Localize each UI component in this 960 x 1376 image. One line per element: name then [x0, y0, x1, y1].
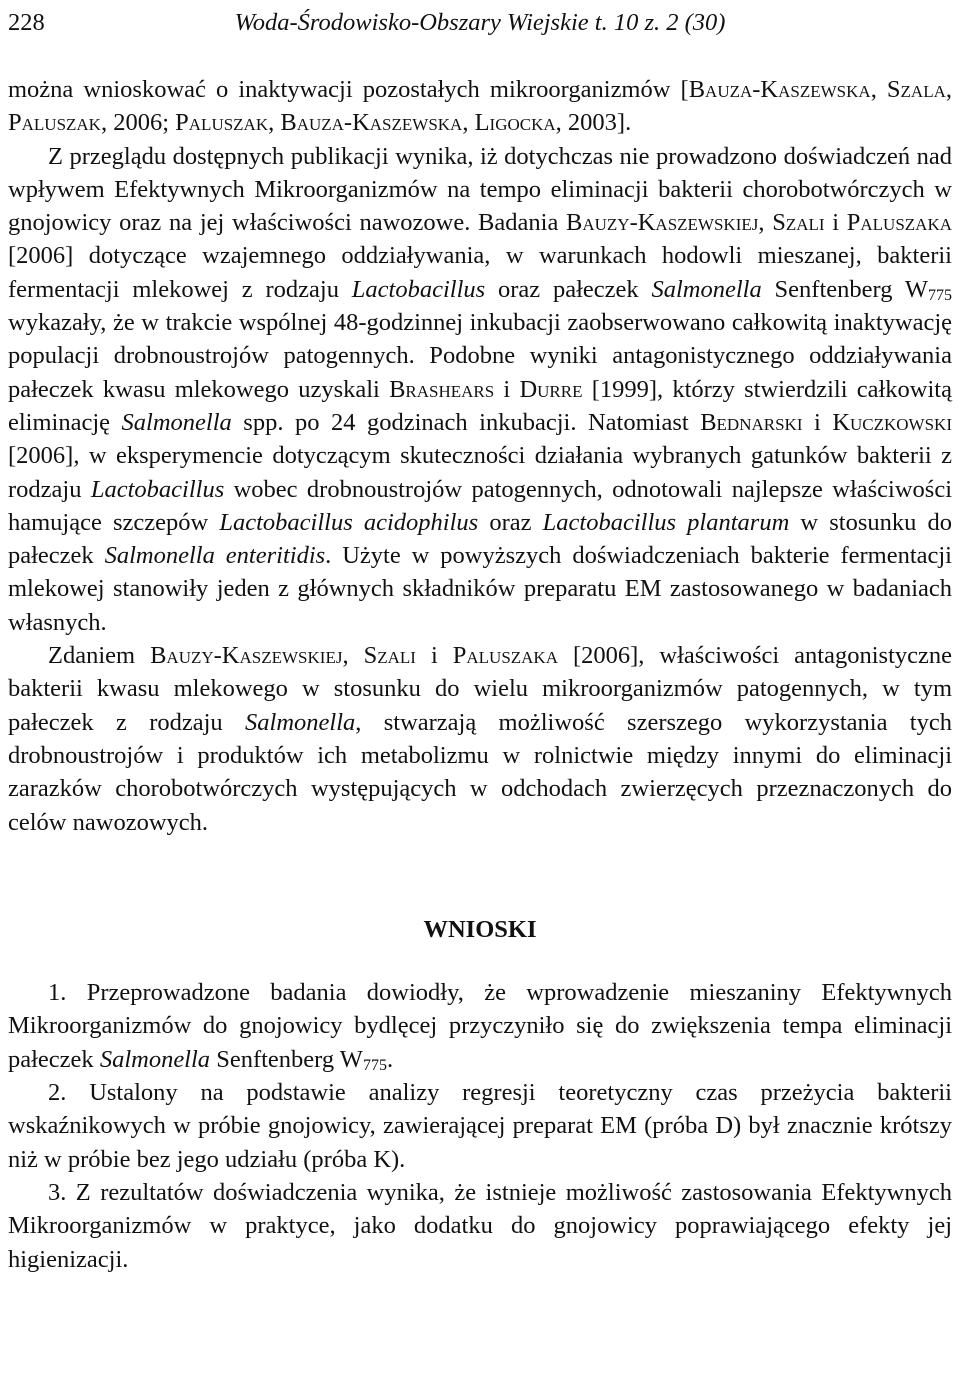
text-run: i [415, 642, 453, 670]
paragraph-2 [8, 140, 952, 639]
text-run: Z przeglądu dostępnych publikacji wynika, iż dotychczas nie prowadzono doświadczeń nad wpływem Efektywnych Mikroorganizmów na tempo eliminacji bakterii chorobotwórczych w gnojowicy oraz na jej właściwości nawozowe. Badania [8, 142, 952, 237]
text-run: [2006], w eksperymencie dotyczącym skuteczności działania wybranych gatunków bakterii z rodzaju [8, 442, 952, 503]
body-text [8, 73, 952, 1276]
text-run: . Użyte w powyższych doświadczeniach bakterie fermentacji mlekowej stanowiły jeden z głównych składników preparatu EM zastosowanego w badaniach własnych. [8, 542, 952, 636]
text-run: , [268, 109, 281, 137]
text-run: [2006] dotyczące wzajemnego oddziaływania, w warunkach hodowli mieszanej, bakterii fermentacji mlekowej z rodzaju [8, 242, 952, 303]
text-run: można wnioskować o inaktywacji pozostałych mikroorganizmów [ [8, 76, 689, 103]
text-run: wykazały, że w trakcie wspólnej 48-godzinnej inkubacji zaobserwowano całkowitą inaktywację populacji drobnoustrojów patogennych. Podobne wyniki antagonistycznego oddziaływania pałeczek kwasu mlekowego uzyskali [8, 309, 952, 403]
taxon-name: Salmonella [99, 1045, 211, 1073]
text-run: , [462, 109, 475, 137]
text-run: , [870, 76, 887, 103]
author-citation: Ligocka [474, 109, 556, 137]
taxon-name: Salmonella [245, 708, 356, 736]
strain-subscript: 775 [928, 286, 952, 304]
taxon-name: Salmonella [121, 408, 232, 436]
author-citation: Bauza-Kaszewska [688, 76, 871, 103]
text-run: . [386, 1045, 394, 1073]
page-header [8, 6, 952, 40]
conclusions-list [8, 976, 952, 1276]
section-heading-conclusions: WNIOSKI [423, 915, 537, 943]
text-run: i [824, 209, 847, 237]
author-citation: Paluszak [175, 109, 269, 137]
conclusion-item-1 [8, 976, 952, 1076]
author-citation: Kuczkowski [832, 408, 952, 436]
text-run: , 2003]. [555, 109, 632, 137]
author-citation: Bauzy-Kaszewskiej [150, 642, 343, 670]
page-number: 228 [8, 9, 45, 36]
author-citation: Szali [363, 642, 416, 670]
text-run: Zdaniem [48, 642, 151, 670]
author-citation: Szali [772, 209, 825, 237]
paragraph-1 [8, 73, 952, 140]
text-run: 1. Przeprowadzone badania dowiodły, że wprowadzenie mieszaniny Efektywnych Mikroorganizmów do gnojowicy bydlęcej przyczyniło się do zwiększenia tempa eliminacji pałeczek [8, 979, 952, 1073]
text-run: oraz pałeczek [485, 275, 652, 303]
text-run: i [802, 408, 833, 436]
author-citation: Bednarski [700, 408, 803, 436]
taxon-name: Salmonella enteritidis [104, 542, 326, 570]
text-run: , stwarzają możliwość szerszego wykorzystania tych drobnoustrojów i produktów ich metabolizmu w rolnictwie między innymi do eliminacji zarazków chorobotwórczych występujących w odchodach zwierzęcych przeznaczonych do celów nawozowych. [8, 708, 952, 836]
conclusion-item-3 [8, 1176, 952, 1276]
taxon-name: Salmonella [651, 275, 762, 303]
text-run: [2006], właściwości antagonistyczne bakterii kwasu mlekowego w stosunku do wielu mikroorganizmów patogennych, w tym pałeczek z rodzaju [8, 642, 953, 736]
text-run: Senftenberg W [761, 275, 928, 303]
taxon-name: Lactobacillus plantarum [542, 508, 790, 536]
text-run: , [758, 209, 773, 237]
text-run: wobec drobnoustrojów patogennych, odnotowali najlepsze właściwości hamujące szczepów [8, 475, 952, 536]
author-citation: Paluszaka [846, 209, 952, 237]
conclusion-item-2 [8, 1076, 952, 1176]
taxon-name: Lactobacillus [90, 475, 225, 503]
paragraph-3 [8, 639, 952, 839]
text-run: w stosunku do pałeczek [8, 508, 953, 570]
text-run: 3. Z rezultatów doświadczenia wynika, że istnieje możliwość zastosowania Efektywnych Mikroorganizmów w praktyce, jako dodatku do gnojowicy poprawiającego efekty jej higienizacji. [8, 1178, 952, 1273]
author-citation: Bauza-Kaszewska [280, 109, 463, 137]
taxon-name: Lactobacillus [351, 275, 486, 303]
author-citation: Paluszak [8, 109, 101, 137]
text-run: 2. Ustalony na podstawie analizy regresji teoretyczny czas przeżycia bakterii wskaźnikowych w próbie gnojowicy, zawierającej preparat EM (próba D) był znacznie krótszy niż w próbie bez jego udziału (próba K). [8, 1079, 952, 1173]
text-run: i [494, 375, 520, 403]
text-run: , 2006; [100, 109, 176, 137]
text-run: Senftenberg W [210, 1045, 363, 1073]
author-citation: Paluszaka [452, 642, 558, 670]
text-run: , [342, 642, 364, 670]
text-run: oraz [478, 508, 543, 536]
author-citation: Brashears [389, 375, 495, 403]
author-citation: Szala [886, 76, 946, 103]
taxon-name: Lactobacillus acidophilus [219, 508, 479, 536]
running-title: Woda-Środowisko-Obszary Wiejskie t. 10 z. 2 (30) [234, 9, 726, 36]
author-citation: Durre [519, 375, 583, 403]
strain-subscript: 775 [362, 1056, 387, 1074]
text-run: [1999], którzy stwierdzili całkowitą eliminację [8, 375, 952, 436]
text-run: spp. po 24 godzinach inkubacji. Natomiast [231, 408, 701, 436]
text-run: , [945, 76, 952, 103]
author-citation: Bauzy-Kaszewskiej [566, 209, 759, 237]
